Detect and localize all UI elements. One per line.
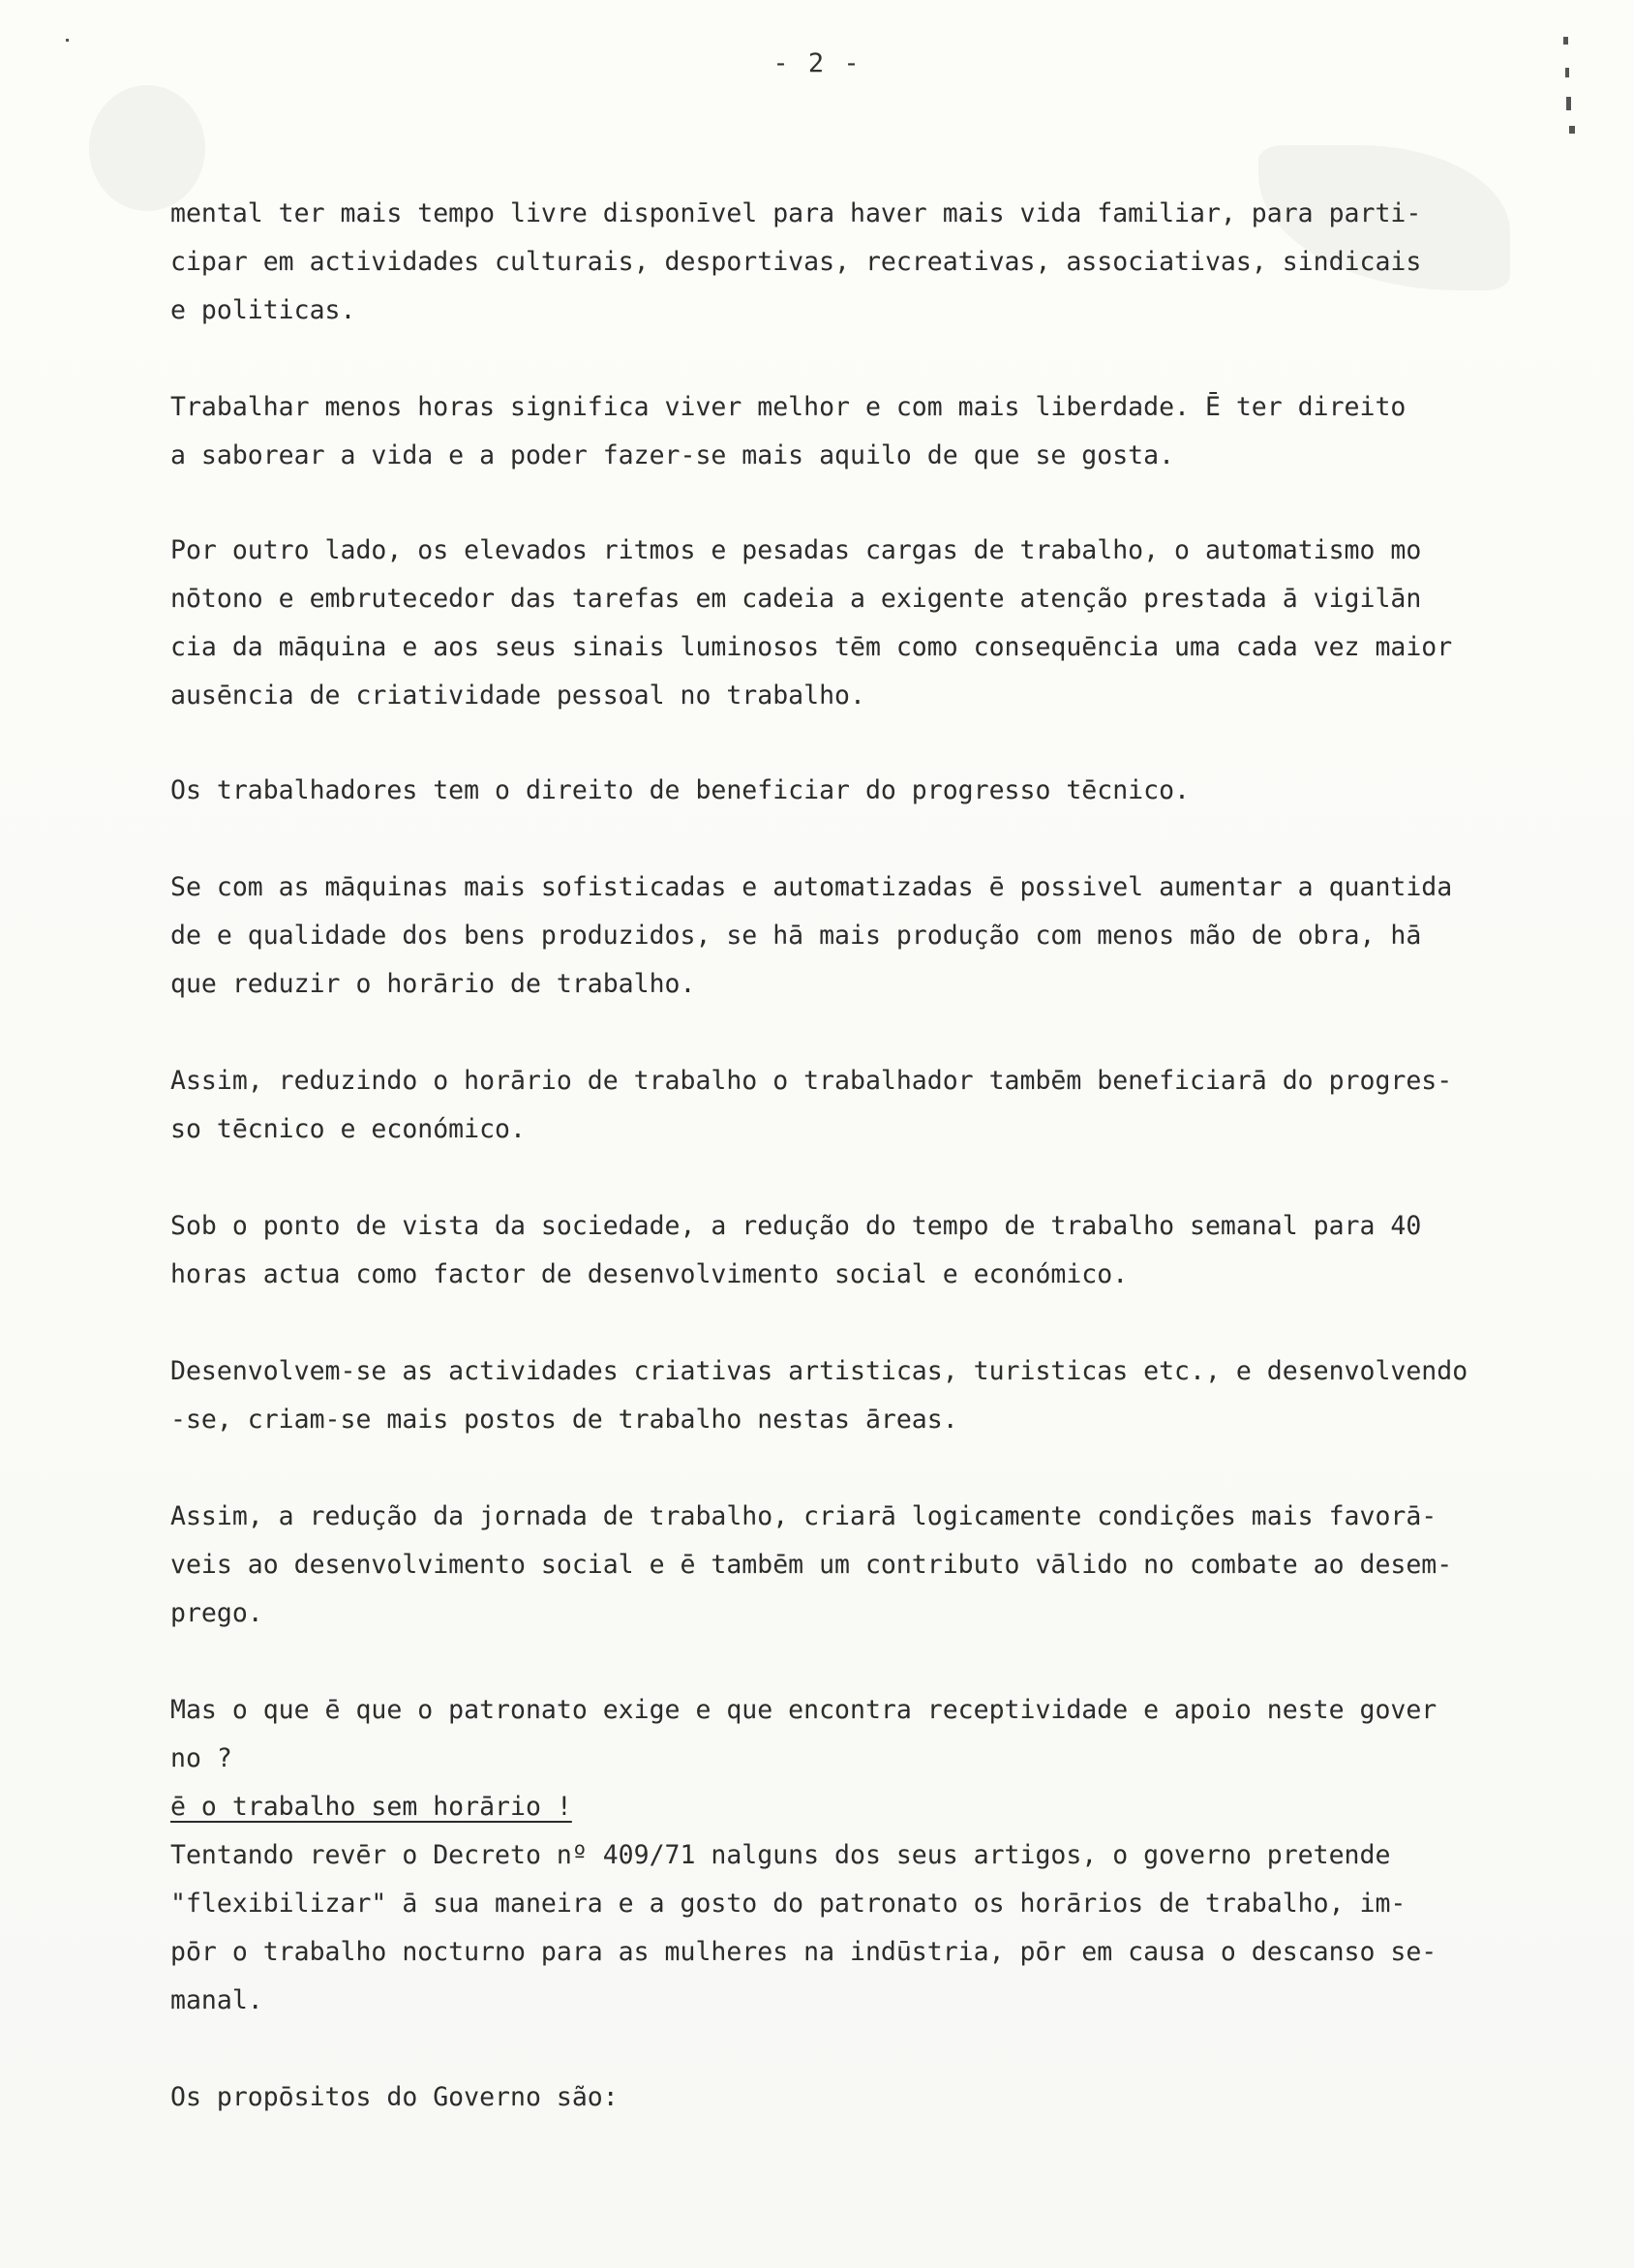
text-line: prego. [170,1598,263,1628]
text-line: so tēcnico e económico. [170,1114,526,1144]
text-line: horas actua como factor de desenvolvimento social e económico. [170,1259,1129,1289]
text-line: Tentando revēr o Decreto nº 409/71 nalguns dos seus artigos, o governo pretende [170,1840,1391,1870]
paragraph [170,1057,1452,1154]
text-line: e politicas. [170,295,356,325]
paragraph [170,1686,1437,1783]
edge-mark [66,39,69,42]
section-heading [170,1783,572,1831]
text-line: pōr o trabalho nocturno para as mulheres na indūstria, pōr em causa o descanso se- [170,1937,1437,1967]
paragraph [170,527,1452,720]
text-line: Sob o ponto de vista da sociedade, a redução do tempo de trabalho semanal para 40 [170,1211,1422,1241]
text-line: -se, criam-se mais postos de trabalho nestas āreas. [170,1405,958,1435]
heading-text: ē o trabalho sem horārio ! [170,1792,572,1822]
text-line: de e qualidade dos bens produzidos, se hā mais produção com menos mão de obra, hā [170,921,1422,951]
text-line: mental ter mais tempo livre disponīvel para haver mais vida familiar, para parti- [170,198,1422,228]
paragraph [170,383,1406,480]
paragraph [170,863,1452,1009]
edge-mark [1569,126,1575,134]
text-line: cia da māquina e aos seus sinais luminosos tēm como consequēncia uma cada vez maior [170,632,1453,662]
paragraph [170,2073,619,2122]
paragraph [170,1202,1421,1299]
text-line: Por outro lado, os elevados ritmos e pesadas cargas de trabalho, o automatismo mo [170,535,1422,565]
text-line: manal. [170,1985,263,2015]
text-line: no ? [170,1743,232,1773]
paragraph [170,767,1190,815]
text-line: cipar em actividades culturais, desportivas, recreativas, associativas, sindicais [170,247,1422,277]
text-line: nōtono e embrutecedor das tarefas em cadeia a exigente atenção prestada ā vigilān [170,584,1422,614]
text-line: ausēncia de criatividade pessoal no trabalho. [170,680,865,711]
text-line: que reduzir o horārio de trabalho. [170,969,696,999]
page-number: - 2 - [772,48,862,78]
text-line: Mas o que ē que o patronato exige e que encontra receptividade e apoio neste gover [170,1695,1437,1725]
paragraph [170,190,1421,335]
text-line: Se com as māquinas mais sofisticadas e automatizadas ē possivel aumentar a quantida [170,872,1453,902]
paragraph [170,1493,1452,1638]
text-line: Desenvolvem-se as actividades criativas artisticas, turisticas etc., e desenvolvendo [170,1356,1468,1386]
text-line: Trabalhar menos horas significa viver melhor e com mais liberdade. Ē ter direito [170,392,1407,422]
edge-mark [1563,37,1568,45]
text-line: Assim, reduzindo o horārio de trabalho o trabalhador tambēm beneficiarā do progres- [170,1066,1453,1096]
text-line: a saborear a vida e a poder fazer-se mais aquilo de que se gosta. [170,440,1175,470]
edge-mark [1566,97,1571,110]
paragraph [170,1831,1437,2025]
text-line: Os propōsitos do Governo são: [170,2082,619,2112]
edge-mark [1565,68,1569,77]
paragraph [170,1347,1468,1444]
text-line: Assim, a redução da jornada de trabalho, criarā logicamente condições mais favorā- [170,1501,1437,1531]
text-line: veis ao desenvolvimento social e ē tambēm um contributo vālido no combate ao desem- [170,1550,1453,1580]
text-line: "flexibilizar" ā sua maneira e a gosto do patronato os horārios de trabalho, im- [170,1889,1407,1919]
text-line: Os trabalhadores tem o direito de beneficiar do progresso tēcnico. [170,775,1190,805]
